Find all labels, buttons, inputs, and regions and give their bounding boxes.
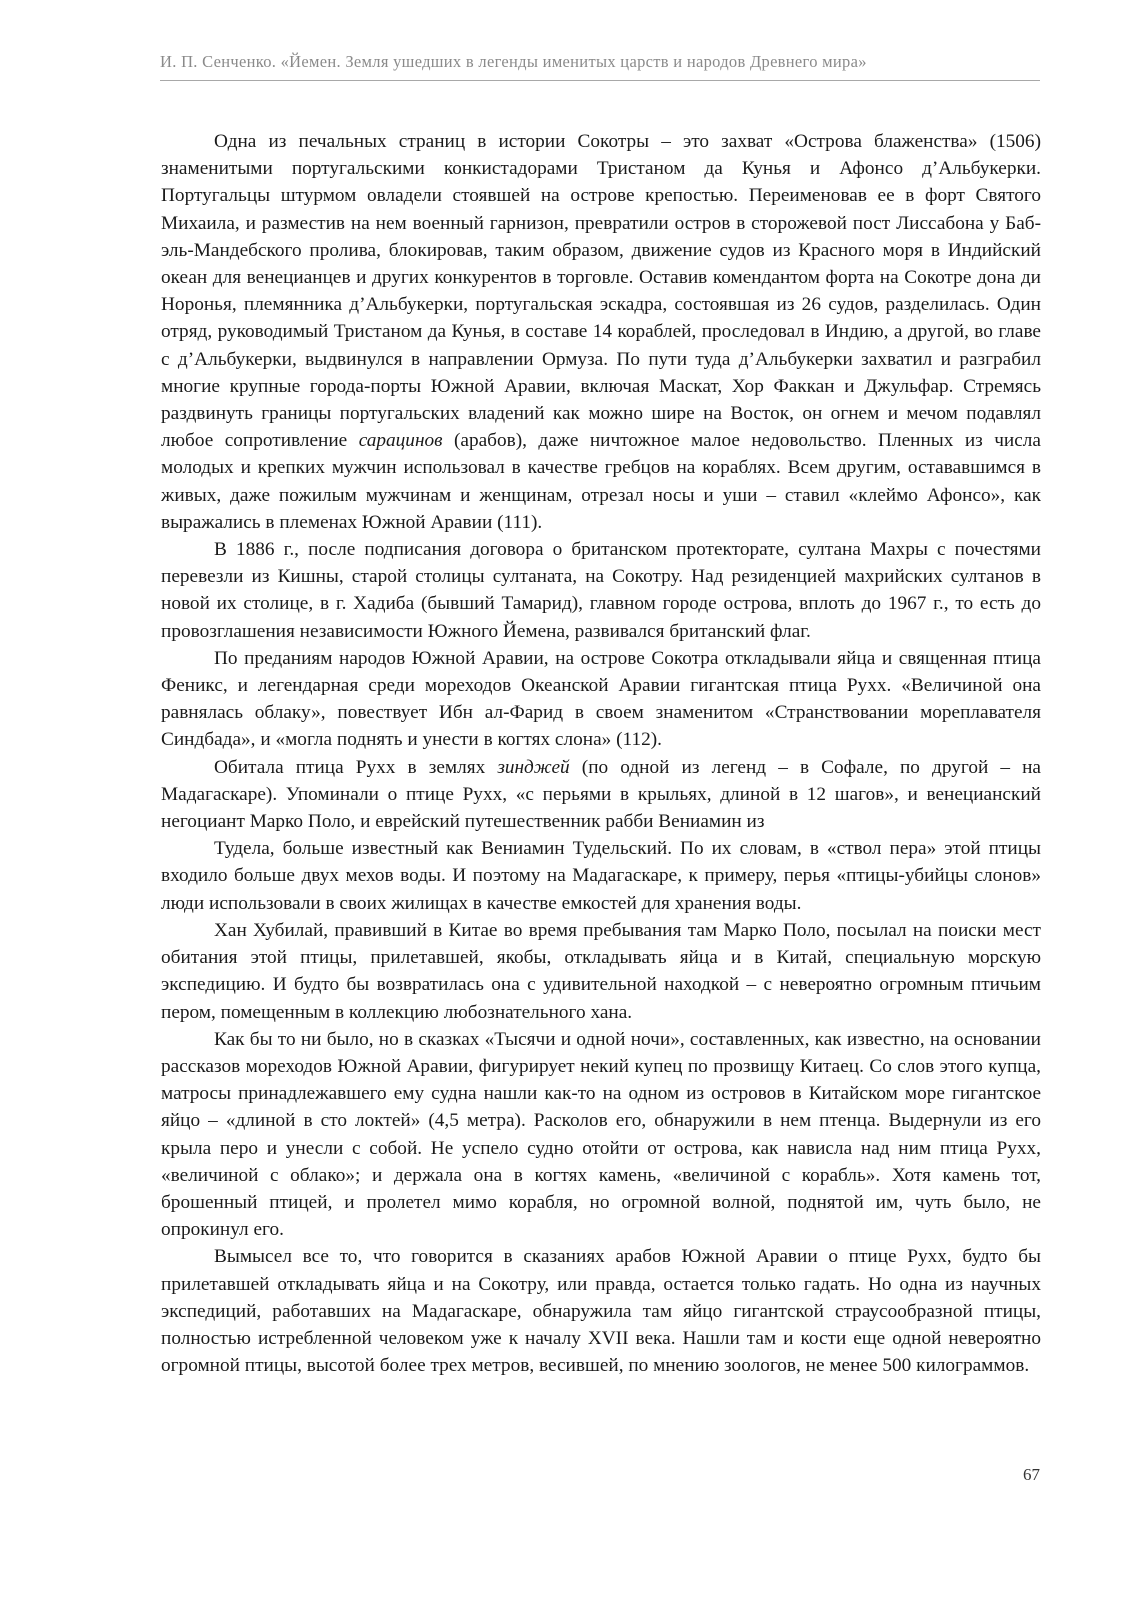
running-head: И. П. Сенченко. «Йемен. Земля ушедших в легенды именитых царств и народов Древнего мира» [160,52,867,71]
page-number: 67 [1023,1465,1040,1484]
paragraph-6: Хан Хубилай, правивший в Китае во время пребывания там Марко Поло, посылал на поиски мест обитания этой птицы, прилетавшей, якобы, откладывать яйца и в Китай, специальную морскую экспедицию. И будто бы возвратилась она с удивительной находкой – с невероятно огромным птичьим пером, помещенным в коллекцию любознательного хана. [161,919,1041,1023]
paragraph-7: Как бы то ни было, но в сказках «Тысячи и одной ночи», составленных, как известно, на основании рассказов мореходов Южной Аравии, фигурирует некий купец по прозвищу Китаец. Со слов этого купца, матросы принадлежавшего ему судна нашли как-то на одном из островов в Китайском море гигантское яйцо – «длиной в сто локтей» (4,5 метра). Расколов его, обнаружили в нем птенца. Выдернули из его крыла перо и унесли с собой. Не успело судно отойти от острова, как нависла над ним птица Рухх, «величиной с облако»; и держала она в когтях камень, «величиной с корабль». Хотя камень тот, брошенный птицей, и пролетел мимо корабля, но огромной волной, поднятой им, чуть было, не опрокинул его. [161,1028,1041,1241]
paragraph-8: Вымысел все то, что говорится в сказаниях арабов Южной Аравии о птице Рухх, будто бы прилетавшей откладывать яйца и на Сокотру, или правда, остается только гадать. Но одна из научных экспедиций, работавших на Мадагаскаре, обнаружила там яйцо гигантской страусообразной птицы, полностью истребленной человеком уже к началу XVII века. Нашли там и кости еще одной невероятно огромной птицы, высотой более трех метров, весившей, по мнению зоологов, не менее 500 килограммов. [161,1246,1041,1377]
paragraph-5: Тудела, больше известный как Вениамин Тудельский. По их словам, в «ствол пера» этой птицы входило больше двух мехов воды. И поэтому на Мадагаскаре, к примеру, перья «птицы-убийцы слонов» люди использовали в своих жилищах в качестве емкостей для хранения воды. [161,838,1041,914]
body-text [161,128,1041,1379]
italic-term-saracens: сарацинов [358,430,443,452]
paragraph-2: В 1886 г., после подписания договора о британском протекторате, султана Махры с почестями перевезли из Кишны, старой столицы султаната, на Сокотру. Над резиденцией махрийских султанов в новой их столице, в г. Хадиба (бывший Тамарид), главном городе острова, вплоть до 1967 г., то есть до провозглашения независимости Южного Йемена, развивался британский флаг. [161,539,1041,642]
paragraph-4: Обитала птица Рухх в землях зинджей (по одной из легенд – в Софале, по другой – на Мадагаскаре). Упоминали о птице Рухх, «с перьями в крыльях, длиной в 12 шагов», и венецианский негоциант Марко Поло, и еврейский путешественник рабби Вениамин из [161,756,1041,833]
header-divider [160,80,1040,81]
paragraph-3: По преданиям народов Южной Аравии, на острове Сокотра откладывали яйца и священная птица Феникс, и легендарная среди мореходов Океанской Аравии гигантская птица Рухх. «Величиной она равнялась облаку», повествует Ибн ал-Фарид в своем знаменитом «Странствовании мореплавателя Синдбада», и «могла поднять и унести в когтях слона» (112). [161,647,1041,751]
italic-term-zinj: зинджей [497,756,570,778]
paragraph-1: Одна из печальных страниц в истории Сокотры – это захват «Острова блаженства» (1506) знаменитыми португальскими конкистадорами Тристаном да Кунья и Афонсо д’Альбукерки. Португальцы штурмом овладели стоявшей на острове крепостью. Переименовав ее в форт Святого Михаила, и разместив на нем военный гарнизон, превратили остров в сторожевой пост Лиссабона у Баб-эль-Мандебского пролива, блокировав, таким образом, движение судов из Красного моря в Индийский океан для венецианцев и других конкурентов в торговле. Оставив комендантом форта на Сокотре дона ди Норонья, племянника д’Альбукерки, португальская эскадра, состоявшая из 26 судов, разделилась. Один отряд, руководимый Тристаном да Кунья, в составе 14 кораблей, проследовал в Индию, а другой, во главе с д’Альбукерки, выдвинулся в направлении Ормуза. По пути туда д’Альбукерки захватил и разграбил многие крупные города-порты Южной Аравии, включая Маскат, Хор Факкан и Джульфар. Стремясь раздвинуть границы португальских владений как можно шире на Восток, он огнем и мечом подавлял любое сопротивление сарацинов (арабов), даже ничтожное малое недовольство. Пленных из числа молодых и крепких мужчин использовал в качестве гребцов на кораблях. Всем другим, остававшимся в живых, даже пожилым мужчинам и женщинам, отрезал носы и уши – ставил «клеймо Афонсо», как выражались в племенах Южной Аравии (111). [161,131,1041,533]
